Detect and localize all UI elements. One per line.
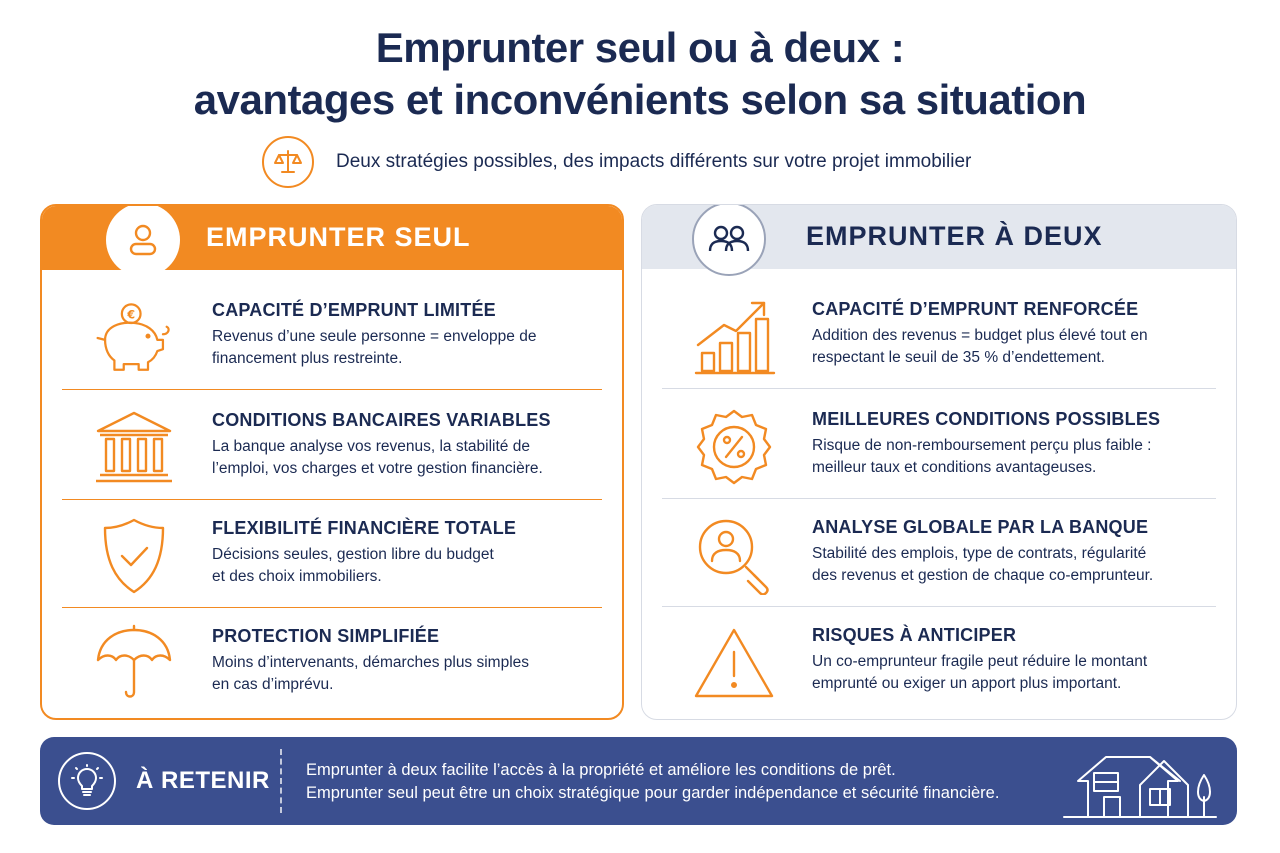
item-description: [812, 435, 1212, 479]
panel-borrow-alone: [40, 204, 624, 720]
key-takeaway-banner: [40, 737, 1237, 825]
panel-title: EMPRUNTER SEUL: [206, 222, 471, 252]
item-title: FLEXIBILITÉ FINANCIÈRE TOTALE: [212, 518, 517, 538]
item-text-line: Moins d’intervenants, démarches plus simples: [212, 654, 530, 671]
item-description: [212, 436, 612, 480]
umbrella-icon: [92, 626, 176, 702]
list-item: [62, 282, 602, 390]
scales-icon: [262, 136, 314, 188]
item-text-line: Un co-emprunteur fragile peut réduire le montant: [812, 653, 1148, 670]
lightbulb-icon: [58, 752, 116, 810]
item-text-line: financement plus restreinte.: [212, 350, 403, 367]
growth-chart-icon: [692, 299, 776, 375]
panel-title: EMPRUNTER À DEUX: [806, 221, 1103, 251]
piggy-bank-icon: [92, 300, 176, 376]
list-item: [662, 281, 1216, 389]
page-title: [0, 22, 1280, 126]
takeaway-line: Emprunter seul peut être un choix stratégique pour garder indépendance et sécurité financière.: [306, 784, 1000, 802]
warning-icon: [692, 625, 776, 701]
two-people-icon: [692, 204, 766, 276]
magnifier-person-icon: [692, 517, 776, 593]
item-title: CONDITIONS BANCAIRES VARIABLES: [212, 410, 551, 430]
item-text-line: respectant le seuil de 35 % d’endettement.: [812, 349, 1105, 366]
item-text-line: l’emploi, vos charges et votre gestion financière.: [212, 460, 543, 477]
list-item: [62, 392, 602, 500]
shield-check-icon: [92, 518, 176, 594]
subtitle: Deux stratégies possibles, des impacts différents sur votre projet immobilier: [336, 151, 972, 172]
item-description: [812, 543, 1212, 587]
item-title: CAPACITÉ D’EMPRUNT LIMITÉE: [212, 300, 496, 320]
takeaway-line: Emprunter à deux facilite l’accès à la propriété et améliore les conditions de prêt.: [306, 761, 896, 779]
title-line-2: avantages et inconvénients selon sa situation: [193, 76, 1087, 123]
item-text-line: Risque de non-remboursement perçu plus faible :: [812, 437, 1152, 454]
panel-header: [642, 205, 1236, 269]
item-text-line: Stabilité des emplois, type de contrats, régularité: [812, 545, 1147, 562]
person-icon: [106, 204, 180, 277]
item-text-line: emprunté ou exiger un apport plus important.: [812, 675, 1122, 692]
panel-header: [42, 206, 622, 270]
item-title: CAPACITÉ D’EMPRUNT RENFORCÉE: [812, 299, 1139, 319]
divider: [280, 749, 282, 813]
item-description: [212, 652, 612, 696]
item-title: PROTECTION SIMPLIFIÉE: [212, 626, 440, 646]
item-text-line: Addition des revenus = budget plus élevé tout en: [812, 327, 1148, 344]
item-text-line: meilleur taux et conditions avantageuses.: [812, 459, 1097, 476]
item-text-line: Revenus d’une seule personne = enveloppe de: [212, 328, 537, 345]
item-title: RISQUES À ANTICIPER: [812, 625, 1017, 645]
item-description: [812, 325, 1212, 369]
house-icon: [1060, 745, 1220, 821]
title-line-1: Emprunter seul ou à deux :: [375, 24, 905, 71]
list-item: [662, 391, 1216, 499]
subtitle-row: [262, 138, 971, 186]
takeaway-text: [306, 759, 999, 805]
panel-borrow-together: [641, 204, 1237, 720]
takeaway-title: À RETENIR: [136, 767, 270, 794]
list-item: [662, 607, 1216, 715]
svg-text:€: €: [127, 308, 136, 322]
item-description: [212, 326, 612, 370]
item-text-line: en cas d’imprévu.: [212, 676, 334, 693]
item-text-line: et des choix immobiliers.: [212, 568, 382, 585]
list-item: [62, 500, 602, 608]
item-text-line: La banque analyse vos revenus, la stabilité de: [212, 438, 530, 455]
list-item: [62, 608, 602, 716]
item-description: [212, 544, 612, 588]
item-description: [812, 651, 1212, 695]
item-text-line: Décisions seules, gestion libre du budget: [212, 546, 494, 563]
list-item: [662, 499, 1216, 607]
item-text-line: des revenus et gestion de chaque co-emprunteur.: [812, 567, 1154, 584]
item-title: MEILLEURES CONDITIONS POSSIBLES: [812, 409, 1161, 429]
percent-badge-icon: [692, 409, 776, 485]
bank-icon: [92, 410, 176, 486]
item-title: ANALYSE GLOBALE PAR LA BANQUE: [812, 517, 1149, 537]
